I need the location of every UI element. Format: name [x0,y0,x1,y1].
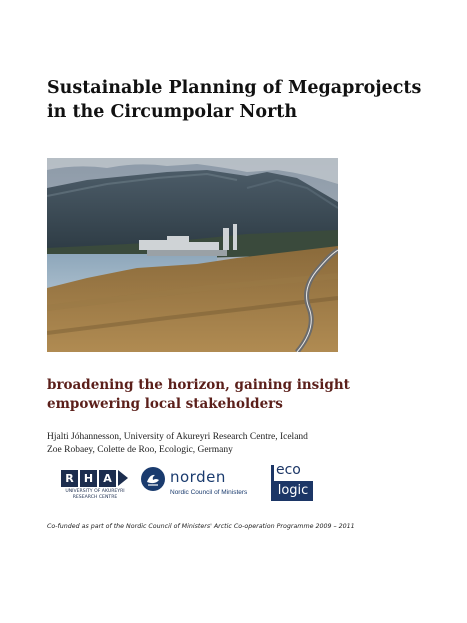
cover-photo [47,158,338,352]
author-line-2: Zoe Robaey, Colette de Roo, Ecologic, Germany [47,445,233,455]
cofunding-note: Co-funded as part of the Nordic Council of Ministers' Arctic Co-operation Programme 2009 – 2011 [47,523,355,530]
norden-wordmark: norden [170,468,226,486]
rha-letter-a: A [99,470,116,487]
author-line-1: Hjalti Jóhannesson, University of Akureyri Research Centre, Iceland [47,432,308,442]
document-subtitle [47,376,447,414]
rha-caption-line-1: UNIVERSITY OF AKUREYRI [65,489,125,494]
title-line-1: Sustainable Planning of Megaprojects [47,78,422,98]
rha-caption [55,489,135,501]
author-list [47,431,447,457]
subtitle-line-1: broadening the horizon, gaining insight [47,377,350,393]
rha-logo [55,470,135,504]
norden-caption: Nordic Council of Ministers [170,489,248,496]
document-title [47,76,447,124]
rha-caption-line-2: RESEARCH CENTRE [72,495,118,500]
rha-chevron-icon [118,470,128,486]
rha-letter-r: R [61,470,78,487]
norden-logo [140,466,260,502]
swan-icon [140,466,166,492]
title-line-2: in the Circumpolar North [47,102,298,122]
ecologic-bottom-word: logic [273,481,313,501]
rha-letter-h: H [80,470,97,487]
ecologic-logo [271,462,315,502]
ecologic-top-word: eco [276,462,301,478]
subtitle-line-2: empowering local stakeholders [47,396,283,412]
